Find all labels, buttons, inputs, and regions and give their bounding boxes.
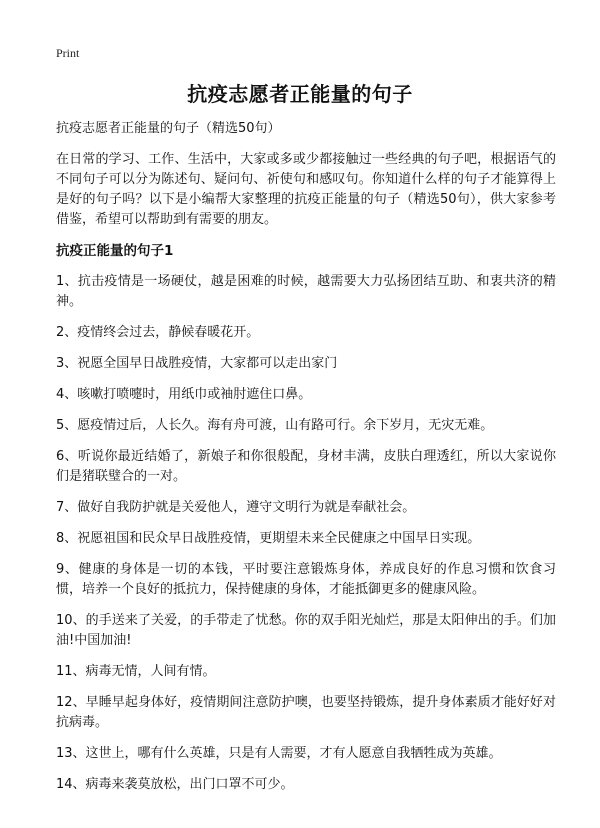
list-item: 3、祝愿全国早日战胜疫情，大家都可以走出家门 [56, 356, 338, 371]
list-item: 6、听说你最近结婚了，新娘子和你很般配，身材丰满，皮肤白理透红，所以大家说你们是猪联璧合的一对。 [56, 449, 556, 484]
list-item: 4、咳嗽打喷嚏时，用纸巾或袖肘遮住口鼻。 [56, 387, 312, 402]
section-heading: 抗疫正能量的句子1 [56, 243, 174, 259]
list-item: 10、的手送来了关爱，的手带走了忧愁。你的双手阳光灿烂，那是太阳伸出的手。们加油!中国加油! [56, 613, 556, 648]
list-item: 11、病毒无情，人间有情。 [56, 664, 216, 679]
page-title: 抗疫志愿者正能量的句子 [187, 82, 413, 106]
list-item: 1、抗击疫情是一场硬仗，越是困难的时候，越需要大力弘扬团结互助、和衷共济的精神。 [56, 274, 556, 309]
list-item: 13、这世上，哪有什么英雄，只是有人需要，才有人愿意自我牺牲成为英雄。 [56, 746, 502, 761]
list-item: 9、健康的身体是一切的本钱，平时要注意锻炼身体，养成良好的作息习惯和饮食习惯，培养一个良好的抵抗力，保持健康的身体，才能抵御更多的健康风险。 [56, 562, 556, 597]
document-body [56, 120, 556, 806]
list-item: 12、早睡早起身体好，疫情期间注意防护噢，也要坚持锻炼，提升身体素质才能好好对抗病毒。 [56, 695, 556, 730]
list-item: 14、病毒来袭莫放松，出门口罩不可少。 [56, 777, 294, 792]
list-item: 7、做好自我防护就是关爱他人，遵守文明行为就是奉献社会。 [56, 500, 416, 515]
list-item: 8、祝愿祖国和民众早日战胜疫情，更期望未来全民健康之中国早日实现。 [56, 531, 481, 546]
print-label[interactable]: Print [56, 46, 80, 60]
subtitle: 抗疫志愿者正能量的句子（精选50句） [56, 121, 281, 136]
intro-paragraph: 在日常的学习、工作、生活中，大家或多或少都接触过一些经典的句子吧，根据语气的不同句子可以分为陈述句、疑问句、祈使句和感叹句。你知道什么样的句子才能算得上是好的句子吗？以下是小编帮大家整理的抗疫正能量的句子（精选50句），供大家参考借鉴，希望可以帮助到有需要的朋友。 [56, 152, 556, 227]
list-item: 5、愿疫情过后，人长久。海有舟可渡，山有路可行。余下岁月，无灾无难。 [56, 418, 494, 433]
sentence-list [56, 272, 556, 795]
list-item: 2、疫情终会过去，静候春暖花开。 [56, 325, 260, 340]
